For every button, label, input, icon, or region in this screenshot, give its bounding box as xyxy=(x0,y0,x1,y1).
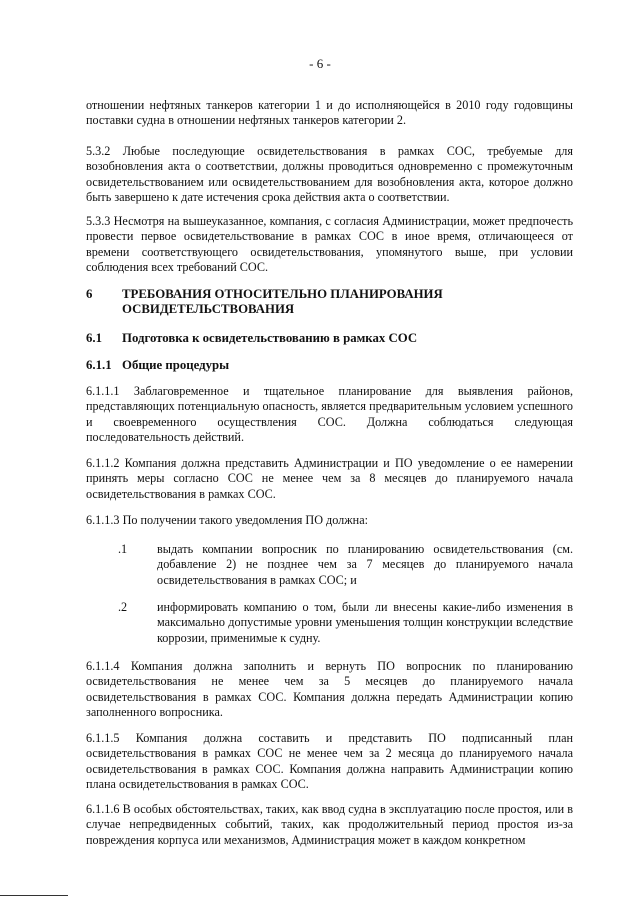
list-item-number: .2 xyxy=(118,600,128,614)
section-6-title-line1: ТРЕБОВАНИЯ ОТНОСИТЕЛЬНО ПЛАНИРОВАНИЯ xyxy=(122,287,443,301)
paragraph-6-1-1-4: 6.1.1.4 Компания должна заполнить и вернуть ПО вопросник по планированию освидетельствования не менее чем за 5 месяцев до планируемого начала освидетельствования в рамках СОС. Компания должна передать Администрации копию заполненного вопросника. xyxy=(86,659,573,719)
list-item-text: выдать компании вопросник по планированию освидетельствования (см. добавление 2) не позднее чем за 7 месяцев до планируемого начала освидетельствования в рамках СОС; и xyxy=(157,542,573,587)
section-6-1-1-number: 6.1.1 xyxy=(86,358,112,372)
page-number: - 6 - xyxy=(309,56,331,71)
footnote-separator xyxy=(0,895,68,896)
paragraph-intro: отношении нефтяных танкеров категории 1 и до исполняющейся в 2010 году годовщины поставки судна в отношении нефтяных танкеров категории 2. xyxy=(86,98,573,128)
paragraph-6-1-1-6: 6.1.1.6 В особых обстоятельствах, таких, как ввод судна в эксплуатацию после простоя, или в случае непредвиденных событий, таких, как продолжительный период простоя из-за повреждения корпуса или механизмов, Администрация может в каждом конкретном xyxy=(86,802,573,847)
list-item-text: информировать компанию о том, были ли внесены какие-либо изменения в максимально допустимые уровни уменьшения толщин конструкции вследствие коррозии, применимые к судну. xyxy=(157,600,573,645)
paragraph-6-1-1-3: 6.1.1.3 По получении такого уведомления ПО должна: xyxy=(86,513,368,527)
section-6-1-title: Подготовка к освидетельствованию в рамках СОС xyxy=(122,331,418,345)
paragraph-6-1-1-5: 6.1.1.5 Компания должна составить и представить ПО подписанный план освидетельствования в рамках СОС не менее чем за 2 месяца до планируемого начала освидетельствования в рамках СОС. Компания должна направить Администрации копию плана освидетельствования в рамках СОС. xyxy=(86,731,573,791)
section-6-title-line2: ОСВИДЕТЕЛЬСТВОВАНИЯ xyxy=(122,302,295,316)
paragraph-5-3-3: 5.3.3 Несмотря на вышеуказанное, компания, с согласия Администрации, может предпочесть провести первое освидетельствование в рамках СОС в иное время, отличающееся от времени соответствующего освидетельствования, упомянутого выше, при условии соблюдения всех требований СОС. xyxy=(86,214,573,274)
list-item-number: .1 xyxy=(118,542,128,556)
paragraph-5-3-2: 5.3.2 Любые последующие освидетельствования в рамках СОС, требуемые для возобновления акта о соответствии, должны проводиться одновременно с промежуточным освидетельствованием или освидетельствованием для возобновления акта, которое должно быть завершено к дате истечения срока действия акта о соответствии. xyxy=(86,144,573,204)
section-6-number: 6 xyxy=(86,287,93,301)
section-6-1-number: 6.1 xyxy=(86,331,102,345)
paragraph-6-1-1-1: 6.1.1.1 Заблаговременное и тщательное планирование для выявления районов, представляющих потенциальную опасность, является предварительным условием успешного и своевременного осуществления СОС. Должна соблюдаться следующая последовательность действий. xyxy=(86,384,573,444)
paragraph-6-1-1-2: 6.1.1.2 Компания должна представить Администрации и ПО уведомление о ее намерении принять меры согласно СОС не менее чем за 8 месяцев до планируемого начала освидетельствования в рамках СОС. xyxy=(86,456,573,501)
section-6-1-1-title: Общие процедуры xyxy=(122,358,230,372)
